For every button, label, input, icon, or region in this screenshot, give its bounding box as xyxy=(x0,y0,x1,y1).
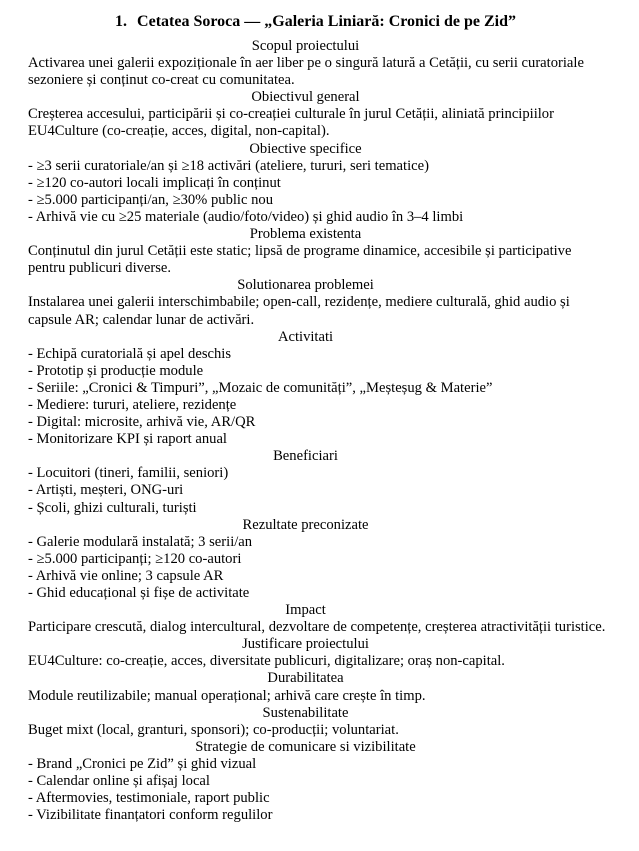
list-item: - Școli, ghizi culturali, turiști xyxy=(28,499,197,516)
list-item: - Ghid educațional și fișe de activitate xyxy=(28,585,250,601)
section-heading-problem: Problema existenta xyxy=(249,226,362,243)
section-heading-scope: Scopul proiectului xyxy=(251,38,360,54)
document-title xyxy=(28,12,611,32)
list-item: - Artiști, meșteri, ONG-uri xyxy=(28,482,184,499)
title-number: 1. xyxy=(115,13,128,30)
list-item: - Vizibilitate finanțatori conform regulilor xyxy=(28,807,273,824)
section-beneficiaries xyxy=(28,448,611,516)
section-text-general-objective: Creșterea accesului, participării și co-creației culturale în jurul Cetății, aliniată principiilor EU4Culture (co-creație, acces, digital, non-capital). xyxy=(28,106,554,140)
section-communication xyxy=(28,739,611,824)
list-item: - Calendar online și afișaj local xyxy=(28,773,210,790)
list-item: - Aftermovies, testimoniale, raport public xyxy=(28,790,270,807)
section-heading-specific-objectives: Obiective specifice xyxy=(249,140,362,157)
section-text-problem: Conținutul din jurul Cetății este static; lipsă de programe dinamice, accesibile și participative pentru publicuri diverse. xyxy=(28,243,572,277)
section-justification xyxy=(28,636,611,670)
communication-list xyxy=(28,756,611,824)
section-text-scope: Activarea unei galerii expoziționale în aer liber pe o singură latură a Cetății, cu serii curatoriale sezoniere și conținut co-creat cu comunitatea. xyxy=(28,55,584,89)
section-problem xyxy=(28,226,611,277)
expected-results-list xyxy=(28,534,611,602)
section-durability xyxy=(28,670,611,704)
section-heading-communication: Strategie de comunicare si vizibilitate xyxy=(195,738,416,755)
beneficiaries-list xyxy=(28,465,611,516)
section-expected-results xyxy=(28,517,611,602)
list-item: - Brand „Cronici pe Zid” și ghid vizual xyxy=(28,755,257,772)
section-general-objective xyxy=(28,89,611,140)
section-text-sustainability: Buget mixt (local, granturi, sponsori); co-producții; voluntariat. xyxy=(28,721,399,738)
section-heading-justification: Justificare proiectului xyxy=(242,636,369,653)
section-heading-sustainability: Sustenabilitate xyxy=(262,704,349,721)
section-text-impact: Participare crescută, dialog intercultural, dezvoltare de competențe, creșterea atractivității turistice. xyxy=(28,619,606,636)
section-text-justification: EU4Culture: co-creație, acces, diversitate publicuri, digitalizare; oraș non-capital. xyxy=(28,653,505,670)
section-heading-solution: Solutionarea problemei xyxy=(237,277,374,294)
section-scope xyxy=(28,38,611,89)
list-item: - Monitorizare KPI și raport anual xyxy=(28,431,227,448)
list-item: - ≥120 co-autori locali implicați în conținut xyxy=(28,174,281,191)
section-specific-objectives xyxy=(28,141,611,226)
section-heading-activities: Activitati xyxy=(277,328,334,345)
list-item: - Mediere: tururi, ateliere, rezidențe xyxy=(28,396,237,413)
list-item: - ≥5.000 participanți/an, ≥30% public nou xyxy=(28,191,274,208)
list-item: - Arhivă vie online; 3 capsule AR xyxy=(28,567,224,584)
list-item: - Seriile: „Cronici & Timpuri”, „Mozaic de comunități”, „Meșteșug & Materie” xyxy=(28,379,493,396)
list-item: - Locuitori (tineri, familii, seniori) xyxy=(28,465,229,482)
list-item: - ≥5.000 participanți; ≥120 co-autori xyxy=(28,550,242,567)
list-item: - Prototip și producție module xyxy=(28,362,204,379)
list-item: - ≥3 serii curatoriale/an și ≥18 activări (ateliere, tururi, seri tematice) xyxy=(28,157,429,174)
section-text-solution: Instalarea unei galerii interschimbabile; open-call, rezidențe, mediere culturală, ghid audio și capsule AR; calendar lunar de activări. xyxy=(28,294,570,328)
section-activities xyxy=(28,329,611,449)
title-text: Cetatea Soroca — „Galeria Liniară: Cronici de pe Zid” xyxy=(137,13,516,30)
section-sustainability xyxy=(28,705,611,739)
section-heading-general-objective: Obiectivul general xyxy=(251,89,360,106)
list-item: - Galerie modulară instalată; 3 serii/an xyxy=(28,533,253,550)
section-heading-impact: Impact xyxy=(285,602,326,619)
activities-list xyxy=(28,346,611,449)
list-item: - Echipă curatorială și apel deschis xyxy=(28,345,232,362)
section-heading-expected-results: Rezultate preconizate xyxy=(242,516,369,533)
specific-objectives-list xyxy=(28,158,611,226)
section-text-durability: Module reutilizabile; manual operațional; arhivă care crește în timp. xyxy=(28,687,426,704)
list-item: - Arhivă vie cu ≥25 materiale (audio/foto/video) și ghid audio în 3–4 limbi xyxy=(28,208,464,225)
section-heading-beneficiaries: Beneficiari xyxy=(273,448,338,465)
section-solution xyxy=(28,277,611,328)
section-impact xyxy=(28,602,611,636)
section-heading-durability: Durabilitatea xyxy=(267,670,344,687)
list-item: - Digital: microsite, arhivă vie, AR/QR xyxy=(28,414,256,431)
